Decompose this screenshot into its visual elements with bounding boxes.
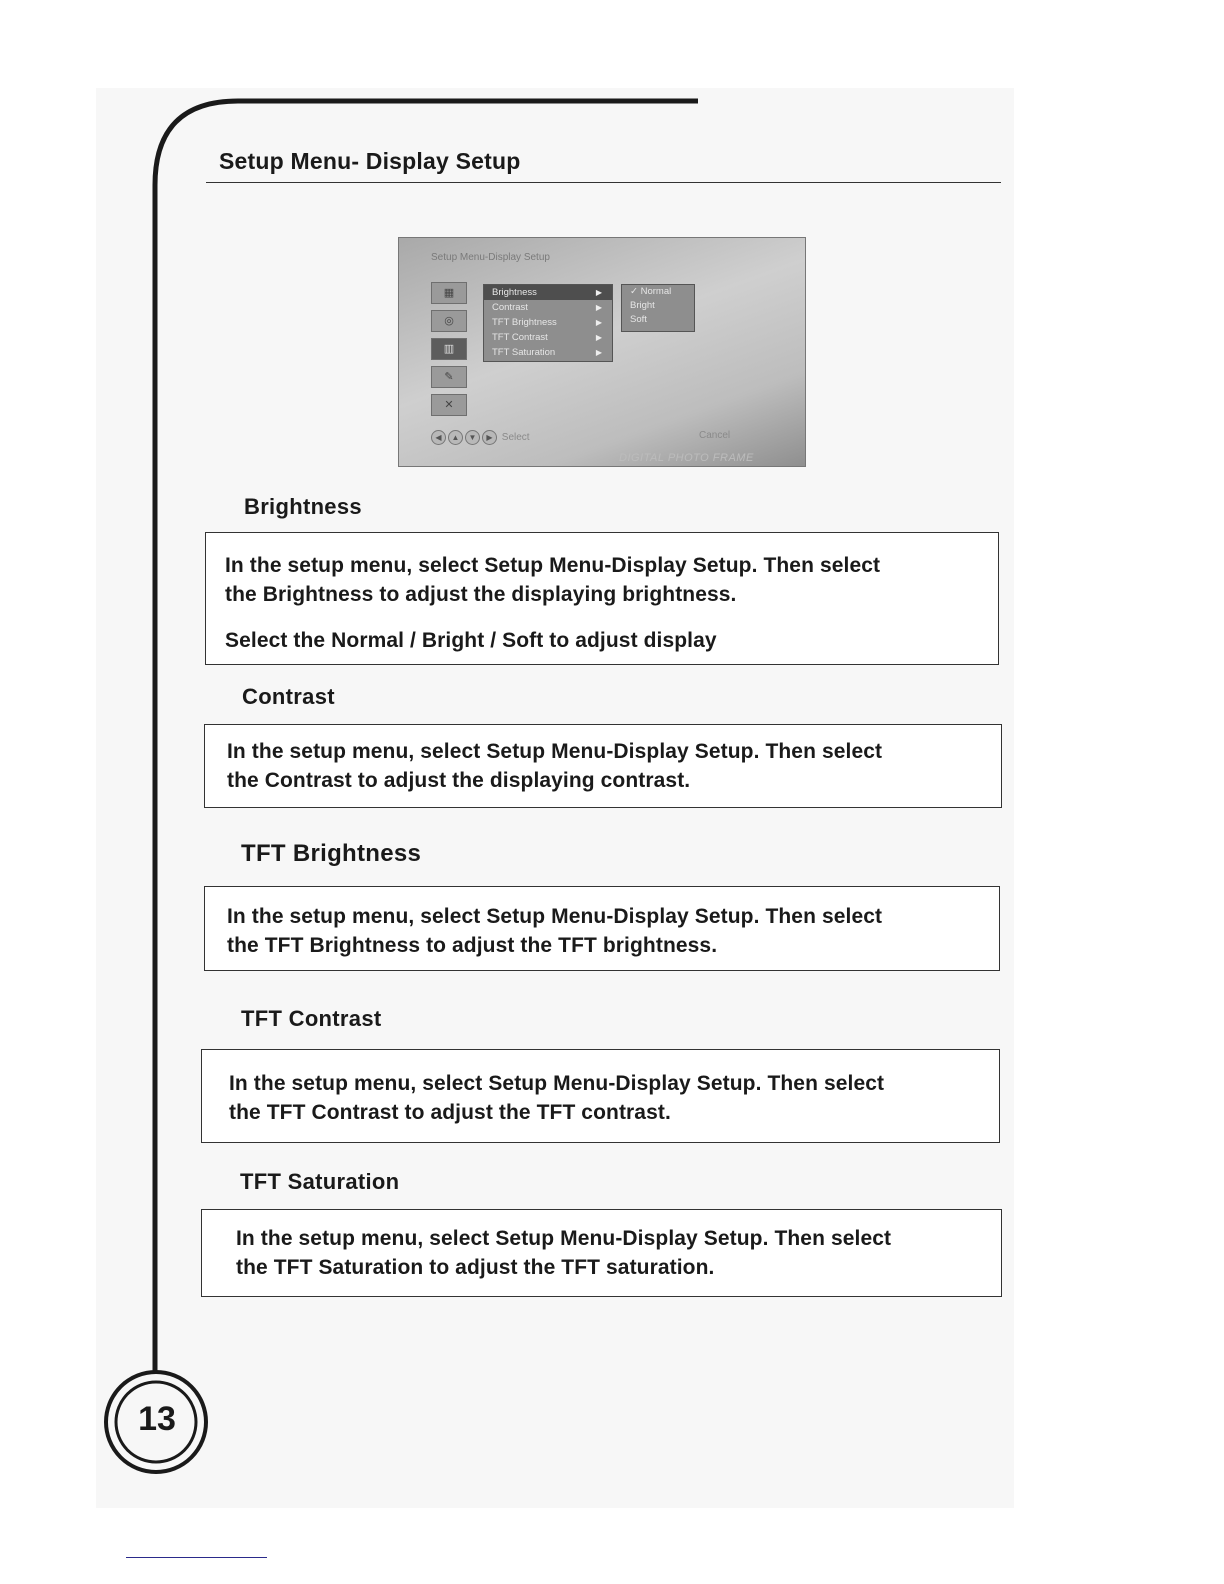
screen-submenu-item: Bright: [630, 300, 655, 311]
screen-menu-panel: [483, 284, 613, 362]
screen-cancel-label: Cancel: [699, 430, 731, 441]
tft-saturation-text-line: In the setup menu, select Setup Menu-Display Setup. Then select: [236, 1227, 892, 1250]
screen-select-label: Select: [501, 432, 530, 443]
screen-menu-item: TFT Saturation ▶: [492, 347, 602, 358]
nav-right-icon: ▶: [482, 430, 497, 445]
screen-menu-item: TFT Brightness ▶: [492, 317, 602, 328]
tools-icon: ✎: [431, 366, 467, 388]
brightness-text-line: the Brightness to adjust the displaying brightness.: [225, 583, 737, 606]
tft-contrast-text-line: the TFT Contrast to adjust the TFT contrast.: [229, 1101, 671, 1124]
bottom-divider: [126, 1557, 267, 1558]
music-icon: ◎: [431, 310, 467, 332]
tft-saturation-text-line: the TFT Saturation to adjust the TFT saturation.: [236, 1256, 715, 1279]
tft-contrast-title: TFT Contrast: [241, 1006, 382, 1031]
brightness-text-line: In the setup menu, select Setup Menu-Display Setup. Then select: [225, 554, 881, 577]
screen-brand: DIGITAL PHOTO FRAME: [619, 452, 754, 464]
heading-divider: [206, 182, 1001, 183]
page-number: 13: [138, 1400, 176, 1438]
screen-menu-item: TFT Contrast ▶: [492, 332, 602, 343]
screen-submenu-panel: [621, 284, 695, 332]
tft-contrast-text-line: In the setup menu, select Setup Menu-Display Setup. Then select: [229, 1072, 885, 1095]
brightness-text-line: Select the Normal / Bright / Soft to adjust display: [225, 629, 717, 652]
exit-icon: ✕: [431, 394, 467, 416]
photo-icon: ▦: [431, 282, 467, 304]
contrast-box: [204, 724, 1002, 808]
nav-up-icon: ▲: [448, 430, 463, 445]
brightness-box: [205, 532, 999, 665]
screen-submenu-item: Soft: [630, 314, 647, 325]
tft-saturation-box: [201, 1209, 1002, 1297]
contrast-title: Contrast: [242, 684, 335, 709]
screen-footer: [431, 430, 530, 445]
contrast-text-line: In the setup menu, select Setup Menu-Display Setup. Then select: [227, 740, 883, 763]
tft-brightness-box: [204, 886, 1000, 971]
screen-submenu-item: ✓ Normal: [630, 286, 672, 297]
tft-brightness-title: TFT Brightness: [241, 840, 422, 867]
nav-left-icon: ◀: [431, 430, 446, 445]
display-setup-icon: ▥: [431, 338, 467, 360]
tft-contrast-box: [201, 1049, 1000, 1143]
nav-down-icon: ▼: [465, 430, 480, 445]
tft-brightness-text-line: In the setup menu, select Setup Menu-Display Setup. Then select: [227, 905, 883, 928]
brightness-title: Brightness: [244, 494, 362, 519]
screen-menu-item: Brightness ▶: [484, 285, 612, 300]
screen-menu-item: Contrast ▶: [492, 302, 602, 313]
page-heading: Setup Menu- Display Setup: [219, 148, 521, 174]
screen-title: Setup Menu-Display Setup: [431, 252, 550, 263]
screen-side-icons: [431, 282, 473, 422]
menu-screenshot: [398, 237, 806, 467]
tft-brightness-text-line: the TFT Brightness to adjust the TFT brightness.: [227, 934, 718, 957]
contrast-text-line: the Contrast to adjust the displaying contrast.: [227, 769, 691, 792]
tft-saturation-title: TFT Saturation: [240, 1169, 400, 1194]
